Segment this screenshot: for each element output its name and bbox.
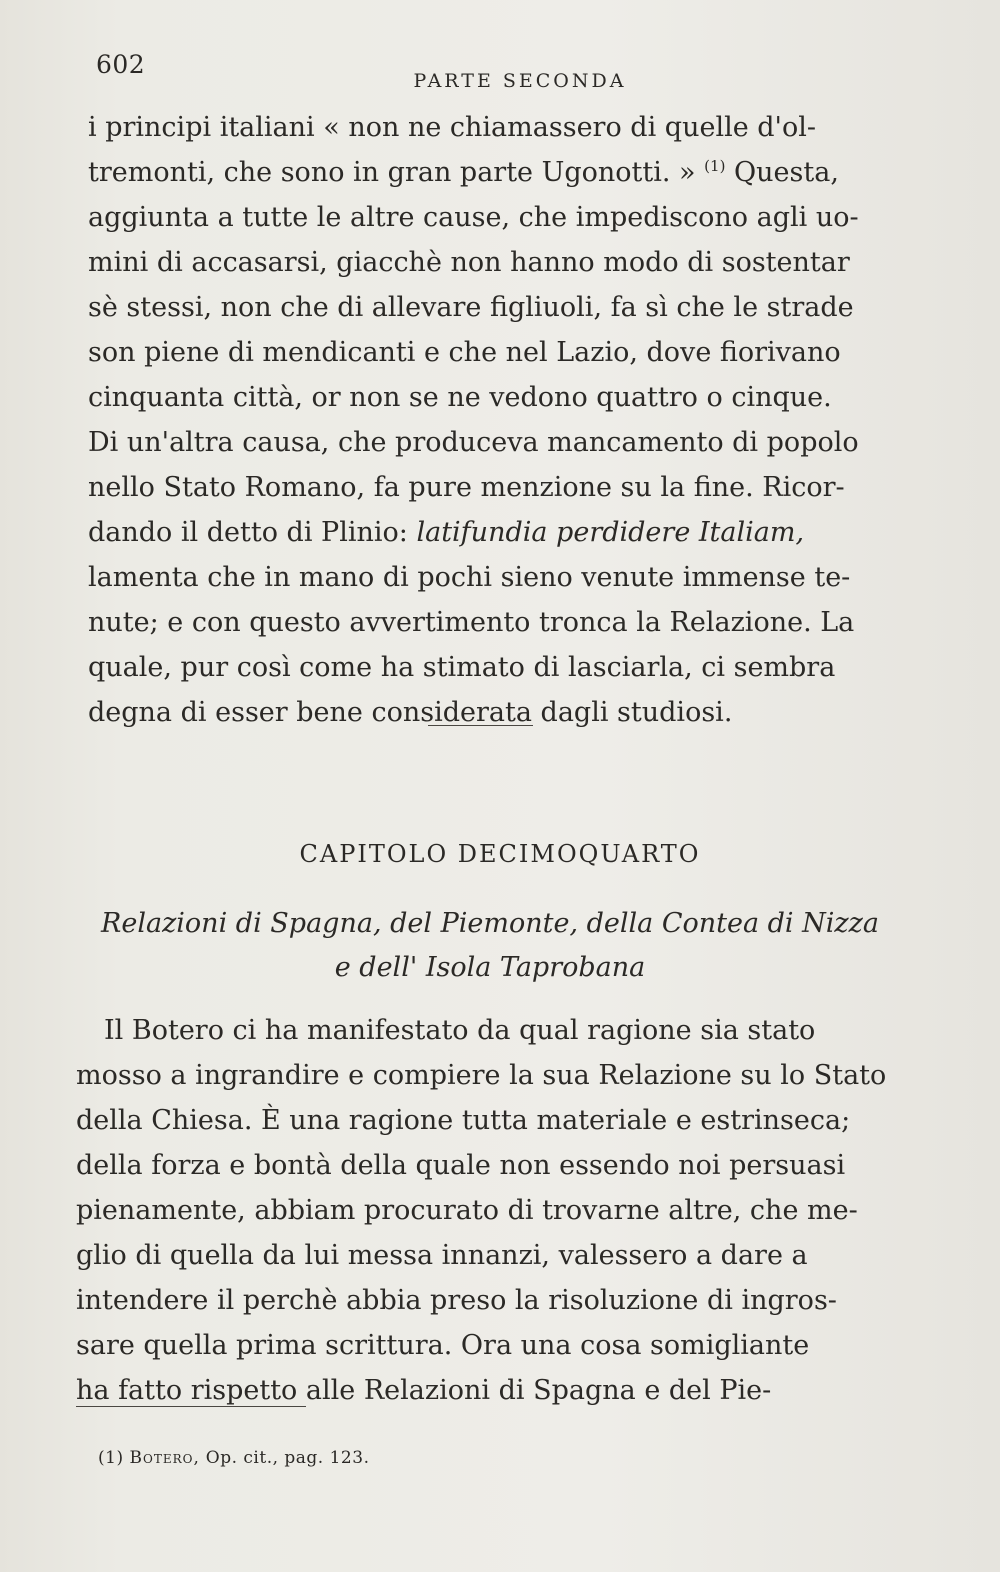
text-line: lamenta che in mano di pochi sieno venute immense te- <box>88 562 851 593</box>
text-line-segment: tremonti, che sono in gran parte Ugonotti. » <box>88 157 696 188</box>
text-line: cinquanta città, or non se ne vedono quattro o cinque. <box>88 382 832 413</box>
footnote <box>98 1448 369 1468</box>
text-line: intendere il perchè abbia preso la risoluzione di ingros- <box>76 1285 837 1316</box>
text-line: son piene di mendicanti e che nel Lazio, dove fiorivano <box>88 337 841 368</box>
text-line: aggiunta a tutte le altre cause, che impediscono agli uo- <box>88 202 859 233</box>
text-line: i principi italiani « non ne chiamassero di quelle d'ol- <box>88 112 816 143</box>
text-line: mini di accasarsi, giacchè non hanno modo di sostentar <box>88 247 850 278</box>
latin-quote: latifundia perdidere Italiam, <box>416 517 805 548</box>
paragraph-chapter-opening <box>76 1008 887 1413</box>
text-line: sare quella prima scrittura. Ora una cosa somigliante <box>76 1330 810 1361</box>
text-line: ha fatto rispetto alle Relazioni di Spagna e del Pie- <box>76 1375 772 1406</box>
text-line: Di un'altra causa, che produceva mancamento di popolo <box>88 427 859 458</box>
text-line <box>88 150 898 195</box>
running-head: PARTE SECONDA <box>413 70 627 92</box>
text-line: della forza e bontà della quale non essendo noi persuasi <box>76 1150 846 1181</box>
footnote-reference: (1) <box>704 157 726 175</box>
text-line-segment: Questa, <box>734 157 839 188</box>
text-line: mosso a ingrandire e compiere la sua Relazione su lo Stato <box>76 1060 887 1091</box>
chapter-subtitle-line: Relazioni di Spagna, del Piemonte, della Contea di Nizza <box>101 908 879 939</box>
chapter-title: CAPITOLO DECIMOQUARTO <box>299 840 701 868</box>
footnote-citation: Op. cit., pag. 123. <box>205 1448 370 1468</box>
footnote-divider <box>76 1406 306 1407</box>
text-line: quale, pur così come ha stimato di lasciarla, ci sembra <box>88 652 836 683</box>
text-line: nute; e con questo avvertimento tronca la Relazione. La <box>88 607 855 638</box>
text-line: Il Botero ci ha manifestato da qual ragione sia stato <box>104 1015 816 1046</box>
chapter-subtitle-line: e dell' Isola Taprobana <box>334 952 646 983</box>
text-line-segment: dando il detto di Plinio: <box>88 517 408 548</box>
footnote-author: Botero, <box>129 1448 200 1468</box>
section-divider <box>428 725 533 726</box>
chapter-subtitle <box>80 902 900 990</box>
text-line: sè stessi, non che di allevare figliuoli, fa sì che le strade <box>88 292 854 323</box>
text-line: nello Stato Romano, fa pure menzione su la fine. Ricor- <box>88 472 845 503</box>
paragraph-continuation <box>88 105 898 735</box>
text-line <box>88 510 898 555</box>
text-line: della Chiesa. È una ragione tutta materiale e estrinseca; <box>76 1105 851 1136</box>
text-line: glio di quella da lui messa innanzi, valessero a dare a <box>76 1240 808 1271</box>
text-line: degna di esser bene considerata dagli studiosi. <box>88 697 733 728</box>
footnote-marker: (1) <box>98 1448 124 1468</box>
text-line: pienamente, abbiam procurato di trovarne altre, che me- <box>76 1195 858 1226</box>
page-number: 602 <box>96 50 146 79</box>
